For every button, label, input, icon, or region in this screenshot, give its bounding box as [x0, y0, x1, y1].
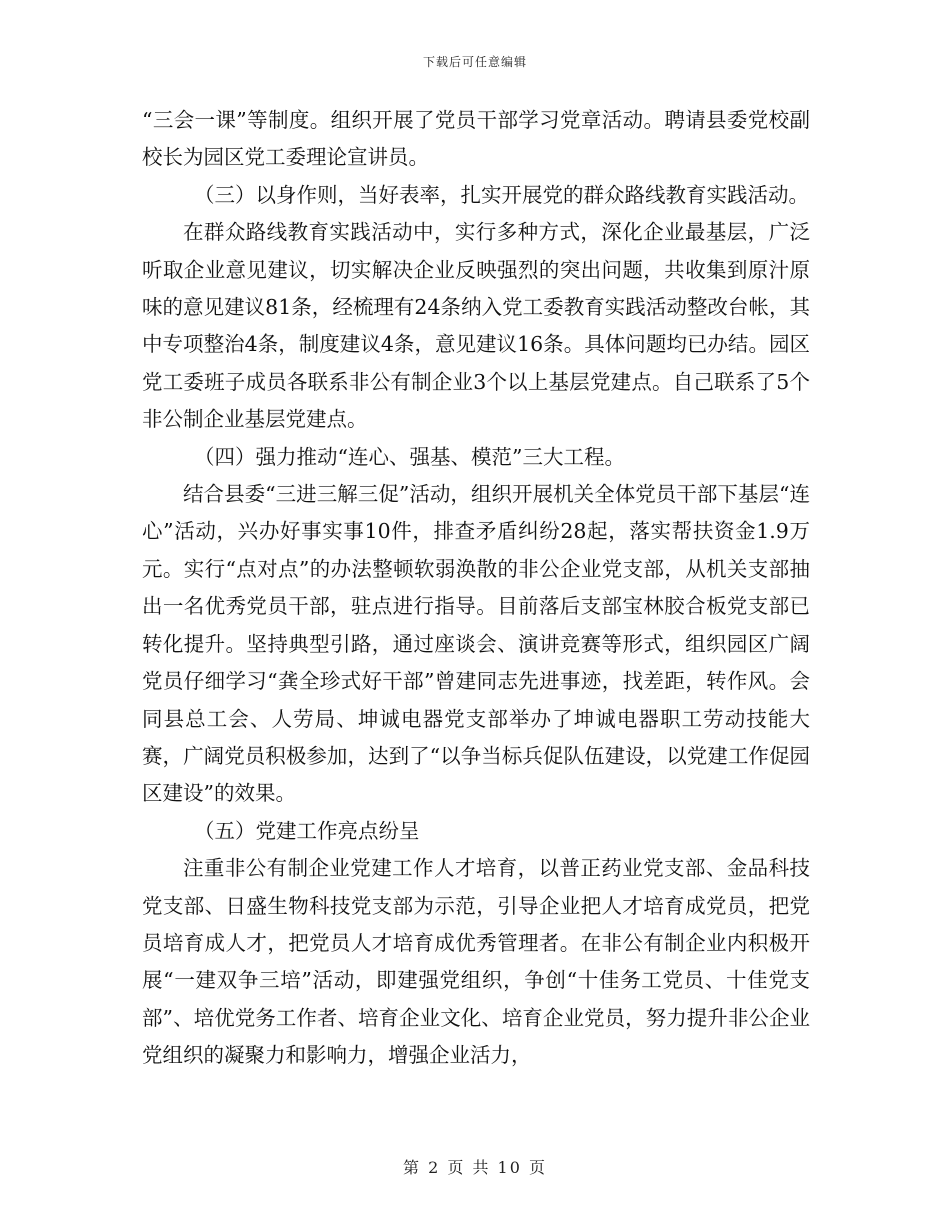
section-heading-3: （三）以身作则，当好表率，扎实开展党的群众路线教育实践活动。: [194, 182, 809, 207]
paragraph: 注重非公有制企业党建工作人才培育，以普正药业党支部、金品科技党支部、日盛生物科技党支部为示范，引导企业把人才培育成党员，把党员培育成人才，把党员人才培育成优秀管理者。在非公有制企业内积极开展“一建双争三培”活动，即建强党组织，争创“十佳务工党员、十佳党支部”、培优党务工作者、培育企业文化、培育企业党员，努力提升非公企业党组织的凝聚力和影响力，增强企业活力，: [142, 856, 810, 1068]
section-heading-4: （四）强力推动“连心、强基、模范”三大工程。: [194, 444, 625, 469]
paragraph: 结合县委“三进三解三促”活动，组织开展机关全体党员干部下基层“连心”活动，兴办好事实事10件，排查矛盾纠纷28起，落实帮扶资金1.9万元。实行“点对点”的办法整顿软弱涣散的非公企业党支部，从机关支部抽出一名优秀党员干部，驻点进行指导。目前落后支部宝林胶合板党支部已转化提升。坚持典型引路，通过座谈会、演讲竞赛等形式，组织园区广阔党员仔细学习“龚全珍式好干部”曾建同志先进事迹，找差距，转作风。会同县总工会、人劳局、坤诚电器党支部举办了坤诚电器职工劳动技能大赛，广阔党员积极参加，达到了“以争当标兵促队伍建设，以党建工作促园区建设”的效果。: [142, 482, 810, 806]
paragraph: 在群众路线教育实践活动中，实行多种方式，深化企业最基层，广泛听取企业意见建议，切实解决企业反映强烈的突出问题，共收集到原汁原味的意见建议81条，经梳理有24条纳入党工委教育实践活动整改台帐，其中专项整治4条，制度建议4条，意见建议16条。具体问题均已办结。园区党工委班子成员各联系非公有制企业3个以上基层党建点。自己联系了5个非公制企业基层党建点。: [142, 220, 810, 432]
section-heading-5: （五）党建工作亮点纷呈: [194, 818, 420, 843]
document-body: [142, 102, 810, 1075]
page-header-note: 下载后可任意编辑: [422, 55, 527, 69]
paragraph-continued: “三会一课”等制度。组织开展了党员干部学习党章活动。聘请县委党校副校长为园区党工委理论宣讲员。: [142, 108, 810, 170]
page-number: 第 2 页 共 10 页: [403, 1158, 547, 1177]
